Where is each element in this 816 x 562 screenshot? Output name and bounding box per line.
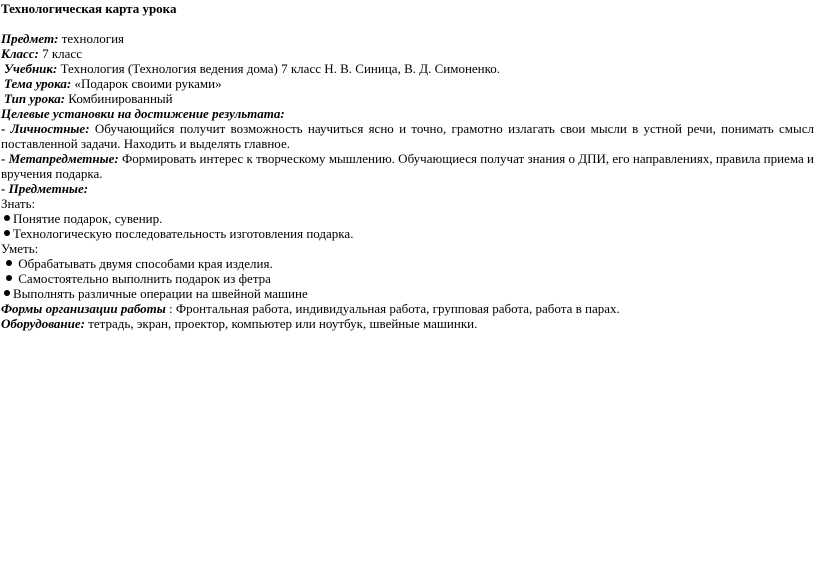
equipment-label: Оборудование: xyxy=(1,316,85,331)
know-label: Знать: xyxy=(1,196,36,211)
know-item: Понятие подарок, сувенир. xyxy=(4,211,162,226)
topic-value: «Подарок своими руками» xyxy=(71,76,222,91)
can-label: Уметь: xyxy=(1,241,39,256)
meta-text-2: вручения подарка. xyxy=(1,166,103,181)
know-item: Технологическую последовательность изготовления подарка. xyxy=(4,226,353,241)
topic-label: Тема урока: xyxy=(4,76,72,91)
subject-value: технология xyxy=(58,31,125,46)
subject-label: Предмет: xyxy=(1,31,59,46)
subject-results-line xyxy=(1,181,88,196)
class-label: Класс: xyxy=(1,46,39,61)
textbook-line xyxy=(4,61,500,76)
bullet-icon xyxy=(4,215,10,221)
can-item: Выполнять различные операции на швейной машине xyxy=(4,286,308,301)
subject-results-label: Предметные: xyxy=(8,181,89,196)
bullet-icon xyxy=(6,275,12,281)
personal-text-1: Обучающийся получит возможность научиться ясно и точно, грамотно излагать свои мысли в устной речи, понимать смысл xyxy=(89,121,814,136)
goals-heading: Целевые установки на достижение результата: xyxy=(1,106,285,121)
meta-dash: - xyxy=(1,151,9,166)
document-title: Технологическая карта урока xyxy=(1,1,177,16)
forms-line xyxy=(1,301,620,316)
class-value: 7 класс xyxy=(38,46,82,61)
textbook-label: Учебник: xyxy=(4,61,58,76)
personal-dash: - xyxy=(1,121,11,136)
lesson-type-label: Тип урока: xyxy=(4,91,66,106)
meta-text-1: Формировать интерес к творческому мышлению. Обучающиеся получат знания о ДПИ, его направлениях, правила приема и xyxy=(118,151,814,166)
personal-label: Личностные: xyxy=(10,121,90,136)
topic-line xyxy=(4,76,222,91)
bullet-icon xyxy=(4,290,10,296)
bullet-icon xyxy=(4,230,10,236)
class-line xyxy=(1,46,82,61)
can-item: Самостоятельно выполнить подарок из фетра xyxy=(6,271,271,286)
meta-label: Метапредметные: xyxy=(8,151,119,166)
equipment-value: тетрадь, экран, проектор, компьютер или ноутбук, швейные машинки. xyxy=(84,316,478,331)
subject-line xyxy=(1,31,124,46)
subject-results-dash: - xyxy=(1,181,9,196)
forms-value: : Фронтальная работа, индивидуальная работа, групповая работа, работа в парах. xyxy=(165,301,620,316)
can-item: Обрабатывать двумя способами края изделия. xyxy=(6,256,273,271)
equipment-line xyxy=(1,316,477,331)
textbook-value: Технология (Технология ведения дома) 7 класс Н. В. Синица, В. Д. Симоненко. xyxy=(57,61,501,76)
personal-text-2: поставленной задачи. Находить и выделять главное. xyxy=(1,136,290,151)
bullet-icon xyxy=(6,260,12,266)
meta-line-1 xyxy=(1,151,814,166)
personal-line-1 xyxy=(1,121,814,136)
forms-label: Формы организации работы xyxy=(1,301,166,316)
lesson-type-value: Комбинированный xyxy=(65,91,173,106)
lesson-type-line xyxy=(4,91,173,106)
